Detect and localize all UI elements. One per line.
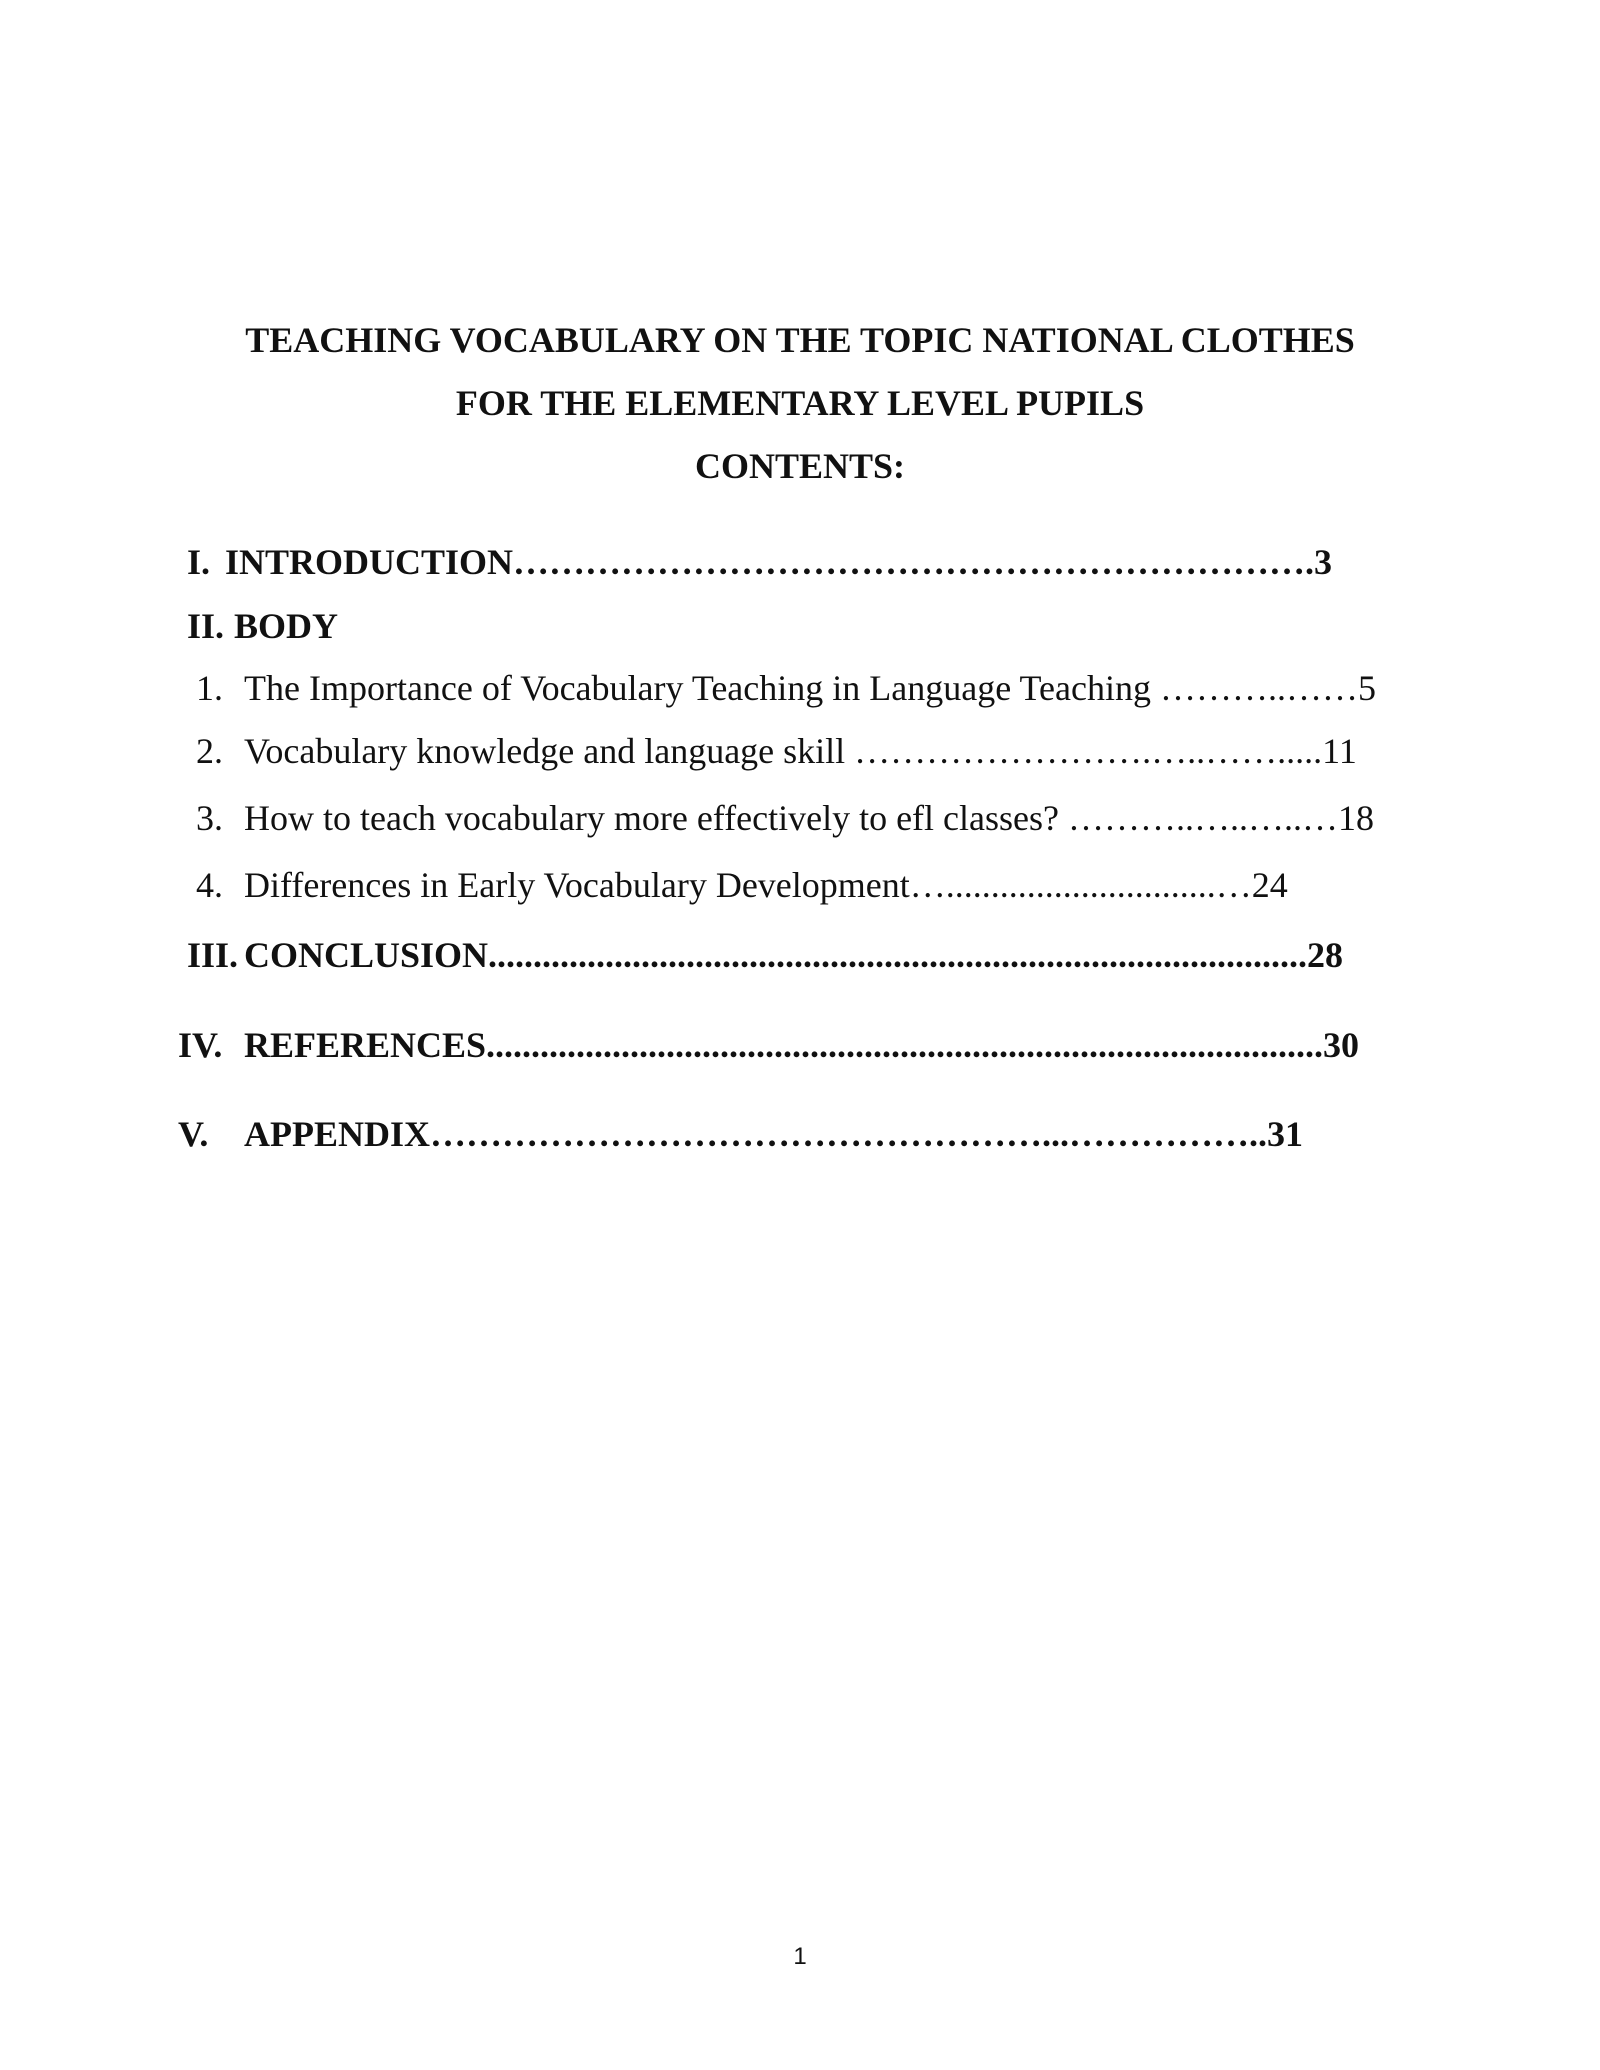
toc-text: Vocabulary knowledge and language skill …………………….…..…….....11 (244, 731, 1357, 771)
toc-text: How to teach vocabulary more effectively to efl classes? ………..…..…..…18 (244, 798, 1374, 838)
toc-number: V. (178, 1114, 209, 1154)
toc-number: 2. (196, 731, 223, 771)
contents-heading: CONTENTS: (694, 446, 906, 486)
toc-text: REFERENCES.............................................................................................30 (244, 1025, 1360, 1065)
toc-text: Differences in Early Vocabulary Development…..............................…24 (244, 865, 1288, 905)
toc-text: INTRODUCTION………………………………………………………….3 (225, 542, 1333, 582)
document-title-line-1: TEACHING VOCABULARY ON THE TOPIC NATIONAL CLOTHES (245, 320, 1355, 360)
toc-number: 4. (196, 865, 223, 905)
toc-number: III. (187, 935, 239, 975)
toc-text: BODY (234, 606, 339, 646)
toc-text: APPENDIX……………………………………………...……………..31 (244, 1114, 1303, 1154)
toc-text: The Importance of Vocabulary Teaching in Language Teaching ………..……5 (244, 668, 1376, 708)
toc-number: I. (187, 542, 211, 582)
toc-number: IV. (178, 1025, 223, 1065)
document-title-line-2: FOR THE ELEMENTARY LEVEL PUPILS (455, 383, 1145, 423)
toc-number: 1. (196, 668, 223, 708)
toc-number: 3. (196, 798, 223, 838)
toc-text: CONCLUSION...........................................................................................28 (244, 935, 1344, 975)
page-number: 1 (793, 1943, 807, 1970)
toc-number: II. (187, 606, 225, 646)
